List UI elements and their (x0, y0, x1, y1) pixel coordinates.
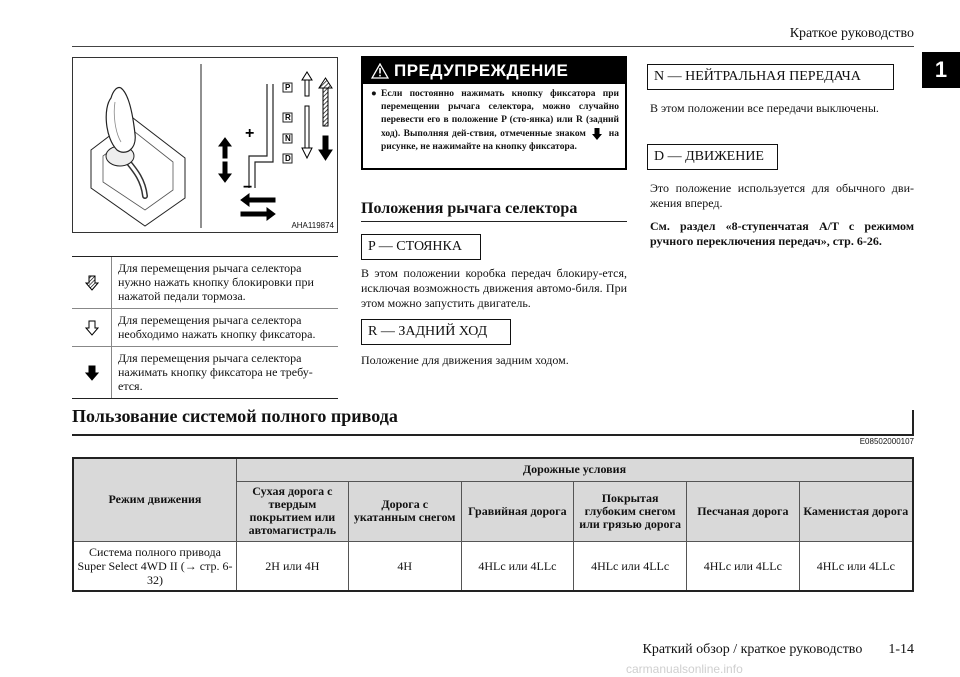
column-header: Покрытая глубоким снегом или грязью дорога (574, 481, 687, 541)
figure-code: AHA119874 (291, 221, 334, 230)
column-header: Каменистая дорога (799, 481, 913, 541)
d-drive-label: D — ДВИЖЕНИЕ (647, 144, 778, 170)
warning-text-before: Если постоянно нажимать кнопку фиксатора при перемещении рычага селектора, можно случайно перевести его в положение P (сто-янка) или R (задний ход). Выполняя дей-ствия, отмеченные знаком (381, 89, 619, 140)
minus-sign: − (243, 179, 253, 196)
column-header: Сухая дорога с твердым покрытием или автомагистраль (236, 481, 348, 541)
section-rule (361, 221, 627, 222)
running-header: Краткое руководство (789, 26, 914, 41)
pos-letter-p: P (285, 83, 291, 92)
legend-row (72, 308, 338, 346)
shift-lever-figure (72, 57, 338, 233)
table-cell: 4HLc или 4LLc (461, 541, 574, 591)
page-footer (643, 642, 914, 658)
plus-sign: + (245, 125, 255, 142)
warning-triangle-icon (371, 63, 389, 79)
awd-rule-end (912, 410, 914, 436)
column-header: Песчаная дорога (687, 481, 800, 541)
table-header-row (73, 458, 913, 481)
p-park-label: P — СТОЯНКА (361, 234, 481, 260)
legend-text: Для перемещения рычага селектора необходимо нажать кнопку фиксатора. (118, 313, 316, 341)
column-header: Гравийная дорога (461, 481, 574, 541)
footer-text: Краткий обзор / краткое руководство (642, 642, 863, 657)
warning-text (381, 88, 619, 154)
conditions-header: Дорожные условия (236, 458, 913, 481)
selector-positions-heading: Положения рычага селектора (361, 200, 578, 217)
warning-box (361, 56, 627, 170)
table-row (73, 541, 913, 591)
d-description: Это положение используется для обычного дви-жения вперед. (650, 181, 914, 210)
arrow-legend-table (72, 256, 338, 399)
chapter-tab: 1 (922, 52, 960, 88)
table-cell: 4H (348, 541, 461, 591)
table-cell: 4HLc или 4LLc (799, 541, 913, 591)
header-rule (72, 46, 914, 47)
table-cell: 2H или 4H (236, 541, 348, 591)
n-description: В этом положении все передачи выключены. (650, 101, 879, 115)
warning-header (363, 58, 625, 84)
legend-text: Для перемещения рычага селектора нужно нажать кнопку блокировки при нажатой педали тормоза. (118, 261, 314, 303)
r-reverse-label: R — ЗАДНИЙ ХОД (361, 319, 511, 345)
pos-letter-d: D (285, 154, 291, 163)
warning-body (363, 84, 625, 154)
page-number: 1-14 (888, 642, 914, 657)
legend-row (72, 257, 338, 308)
awd-heading: Пользование системой полного привода (72, 406, 398, 426)
mode-cell: Система полного привода Super Select 4WD II (→ стр. 6-32) (73, 541, 236, 591)
table-cell: 4HLc или 4LLc (574, 541, 687, 591)
r-description: Положение для движения задним ходом. (361, 353, 569, 367)
awd-rule (72, 434, 914, 436)
awd-code: E08502000107 (859, 437, 914, 446)
pos-letter-r: R (285, 113, 291, 122)
solid-down-arrow-icon (72, 347, 112, 398)
legend-row (72, 346, 338, 398)
solid-down-arrow-icon (591, 127, 603, 141)
drive-mode-table (72, 457, 914, 592)
n-neutral-label: N — НЕЙТРАЛЬНАЯ ПЕРЕДАЧА (647, 64, 894, 90)
table-cell: 4HLc или 4LLc (687, 541, 800, 591)
watermark: carmanualsonline.info (626, 662, 743, 676)
hatched-down-arrow-icon (72, 257, 112, 308)
shift-lever-illustration (73, 58, 339, 234)
column-header: Дорога с укатанным снегом (348, 481, 461, 541)
d-reference: См. раздел «8-ступенчатая A/T с режимом ручного переключения передач», стр. 6-26. (650, 219, 914, 248)
outline-down-arrow-icon (72, 309, 112, 346)
p-description: В этом положении коробка передач блокиру-ется, исключая возможность движения автомо-биля. При этом можно запустить двигатель. (361, 266, 627, 310)
bullet-icon: ● (371, 89, 377, 99)
warning-title: ПРЕДУПРЕЖДЕНИЕ (394, 61, 569, 80)
warning-text-after: на рисунке, не нажимайте на кнопку фиксатора. (381, 129, 619, 153)
mode-header: Режим движения (73, 458, 236, 541)
legend-text: Для перемещения рычага селектора нажимать кнопку фиксатора не требу-ется. (118, 351, 313, 393)
pos-letter-n: N (285, 134, 291, 143)
